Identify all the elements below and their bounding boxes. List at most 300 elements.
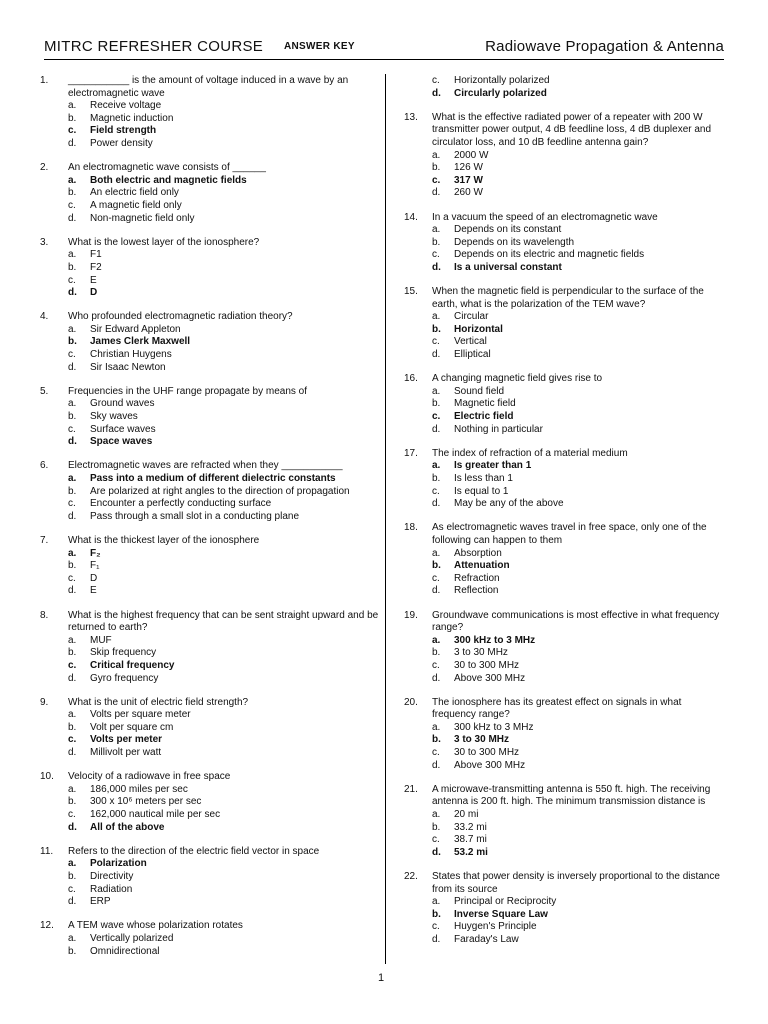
option-letter: d.	[432, 87, 441, 99]
answer-option-correct	[40, 175, 380, 188]
option-letter: d.	[432, 423, 441, 435]
answer-option-correct	[404, 88, 726, 101]
option-text: Electric field	[454, 411, 514, 423]
question-item	[404, 212, 726, 275]
option-text: Radiation	[90, 883, 133, 895]
option-letter: c.	[68, 199, 76, 211]
answer-option	[40, 871, 380, 884]
answer-option	[40, 200, 380, 213]
question-item	[404, 784, 726, 860]
option-text: Inverse Square Law	[454, 908, 548, 920]
option-text: James Clerk Maxwell	[90, 336, 191, 348]
option-text: Encounter a perfectly conducting surface	[90, 498, 272, 510]
answer-option	[40, 560, 380, 573]
option-text: 53.2 mi	[454, 846, 488, 858]
question-text: When the magnetic field is perpendicular to the surface of the earth, what is the polarization of the TEM wave?	[432, 286, 704, 310]
option-letter: b.	[432, 398, 441, 410]
option-letter: a.	[432, 460, 441, 472]
answer-option	[404, 896, 726, 909]
question-item	[40, 697, 380, 760]
option-text: Christian Huygens	[90, 349, 172, 361]
option-text: Sir Isaac Newton	[90, 361, 166, 373]
option-letter: c.	[68, 572, 76, 584]
question-item	[404, 112, 726, 200]
question-text: Groundwave communications is most effective in what frequency range?	[432, 609, 720, 634]
answer-option	[404, 486, 726, 499]
answer-option	[404, 386, 726, 399]
option-letter: c.	[68, 349, 76, 361]
option-letter: c.	[68, 125, 77, 137]
question-text: What is the thickest layer of the ionosphere	[68, 534, 260, 546]
answer-option-correct	[40, 125, 380, 138]
option-text: Above 300 MHz	[454, 759, 526, 771]
question-number: 6.	[40, 460, 49, 472]
option-text: 186,000 miles per sec	[90, 783, 188, 795]
answer-option	[404, 822, 726, 835]
option-letter: b.	[432, 734, 441, 746]
question-item	[404, 448, 726, 511]
question-stem	[404, 697, 726, 722]
option-letter: b.	[68, 187, 77, 199]
option-letter: c.	[432, 485, 440, 497]
option-text: D	[90, 287, 98, 299]
option-letter: a.	[432, 547, 441, 559]
answer-option	[40, 809, 380, 822]
question-number: 22.	[404, 871, 418, 882]
answer-option	[40, 796, 380, 809]
option-letter: b.	[68, 411, 77, 423]
option-text: Horizontal	[454, 323, 503, 335]
option-text: E	[90, 585, 97, 597]
answer-option	[40, 573, 380, 586]
option-text: Above 300 MHz	[454, 672, 526, 684]
option-text: Is equal to 1	[454, 485, 509, 497]
option-text: May be any of the above	[454, 498, 564, 510]
option-text: Volt per square cm	[90, 721, 174, 733]
option-text: Magnetic field	[454, 398, 516, 410]
answer-option	[40, 784, 380, 797]
question-stem	[404, 373, 726, 386]
option-text: Is a universal constant	[454, 261, 562, 273]
option-text: Gyro frequency	[90, 672, 159, 684]
option-letter: a.	[432, 896, 441, 908]
left-question-column	[40, 75, 380, 970]
option-text: Omnidirectional	[90, 945, 160, 957]
option-text: Non-magnetic field only	[90, 212, 195, 224]
question-stem	[404, 112, 726, 150]
answer-option	[40, 946, 380, 959]
answer-option	[40, 896, 380, 909]
option-text: 300 kHz to 3 MHz	[454, 634, 536, 646]
option-letter: c.	[432, 834, 440, 846]
option-letter: a.	[432, 721, 441, 733]
answer-option	[40, 249, 380, 262]
answer-option	[404, 573, 726, 586]
option-text: Both electric and magnetic fields	[90, 174, 247, 186]
option-text: 126 W	[454, 162, 483, 174]
option-letter: b.	[432, 323, 441, 335]
subject-title: Radiowave Propagation & Antenna	[485, 38, 724, 55]
question-number: 13.	[404, 111, 418, 123]
answer-option-correct	[40, 858, 380, 871]
question-number: 1.	[40, 75, 49, 86]
answer-option-correct	[40, 336, 380, 349]
option-letter: a.	[432, 634, 441, 646]
option-letter: d.	[432, 672, 441, 684]
question-item	[40, 386, 380, 449]
answer-option-correct	[404, 734, 726, 747]
question-text: Refers to the direction of the electric field vector in space	[68, 845, 320, 857]
option-letter: b.	[68, 336, 77, 348]
question-text: What is the lowest layer of the ionosphere?	[68, 236, 260, 248]
question-stem	[40, 846, 380, 859]
option-letter: a.	[68, 709, 77, 721]
answer-option	[40, 511, 380, 524]
option-text: Receive voltage	[90, 100, 162, 112]
answer-option	[40, 187, 380, 200]
option-letter: d.	[68, 896, 77, 908]
question-text: What is the highest frequency that can be sent straight upward and be returned to earth?	[68, 609, 379, 634]
option-text: Ground waves	[90, 398, 155, 410]
answer-option	[404, 809, 726, 822]
answer-option	[404, 398, 726, 411]
option-text: Skip frequency	[90, 647, 157, 659]
option-letter: d.	[432, 261, 441, 273]
option-letter: c.	[432, 747, 440, 759]
answer-option	[404, 647, 726, 660]
question-item	[404, 522, 726, 598]
answer-option-correct	[404, 460, 726, 473]
option-text: F₁	[90, 560, 100, 572]
answer-option	[404, 747, 726, 760]
question-text: A TEM wave whose polarization rotates	[68, 920, 243, 932]
answer-option-correct	[404, 635, 726, 648]
option-text: 2000 W	[454, 149, 489, 161]
option-text: Faraday's Law	[454, 933, 519, 945]
question-stem	[404, 448, 726, 461]
option-letter: b.	[68, 560, 77, 572]
option-text: Critical frequency	[90, 659, 175, 671]
question-stem	[404, 522, 726, 547]
option-letter: b.	[432, 236, 441, 248]
option-text: MUF	[90, 634, 112, 646]
option-letter: a.	[68, 932, 77, 944]
option-text: Vertical	[454, 336, 487, 348]
option-text: Depends on its electric and magnetic fields	[454, 249, 645, 261]
option-letter: d.	[68, 137, 77, 149]
answer-option	[404, 336, 726, 349]
option-letter: a.	[68, 398, 77, 410]
option-text: Nothing in particular	[454, 423, 543, 435]
answer-option	[40, 747, 380, 760]
option-text: Depends on its constant	[454, 224, 562, 236]
option-letter: d.	[68, 287, 77, 299]
answer-option-correct	[404, 909, 726, 922]
answer-option	[404, 548, 726, 561]
question-number: 18.	[404, 522, 418, 534]
answer-option	[40, 585, 380, 598]
answer-option	[40, 324, 380, 337]
answer-option-correct	[404, 324, 726, 337]
question-number: 4.	[40, 311, 49, 323]
option-text: Pass into a medium of different dielectric constants	[90, 473, 336, 484]
option-letter: d.	[68, 747, 77, 759]
question-stem	[404, 784, 726, 809]
option-letter: c.	[432, 75, 440, 86]
option-text: Depends on its wavelength	[454, 236, 575, 248]
question-text: As electromagnetic waves travel in free space, only one of the following can happen to them	[432, 522, 707, 546]
option-letter: d.	[432, 349, 441, 361]
question-stem	[40, 311, 380, 324]
answer-option	[40, 213, 380, 226]
option-text: F1	[90, 249, 102, 261]
question-text: Velocity of a radiowave in free space	[68, 771, 231, 783]
option-text: All of the above	[90, 821, 165, 833]
question-item	[40, 771, 380, 834]
answer-option-correct	[40, 287, 380, 300]
question-number: 12.	[40, 920, 54, 932]
answer-option	[40, 113, 380, 126]
option-letter: c.	[68, 659, 77, 671]
answer-option	[404, 585, 726, 598]
option-text: 317 W	[454, 174, 483, 186]
answer-option	[40, 398, 380, 411]
answer-option	[404, 673, 726, 686]
option-letter: a.	[68, 783, 77, 795]
answer-option	[40, 635, 380, 648]
option-letter: a.	[432, 809, 441, 821]
option-text: 30 to 300 MHz	[454, 659, 520, 671]
question-item	[404, 610, 726, 686]
question-stem	[40, 697, 380, 710]
question-item	[404, 286, 726, 362]
option-text: 162,000 nautical mile per sec	[90, 809, 221, 821]
question-number: 5.	[40, 385, 49, 397]
option-text: Is greater than 1	[454, 460, 532, 472]
answer-option	[40, 362, 380, 375]
answer-key-label: ANSWER KEY	[284, 41, 355, 52]
question-stem	[40, 237, 380, 250]
option-letter: b.	[68, 112, 77, 124]
option-text: Is less than 1	[454, 473, 513, 484]
question-text: The index of refraction of a material medium	[432, 447, 628, 459]
question-stem	[40, 162, 380, 175]
option-letter: a.	[68, 858, 77, 870]
option-text: Power density	[90, 137, 153, 149]
option-text: Huygen's Principle	[454, 921, 537, 933]
question-number: 8.	[40, 609, 49, 621]
question-number: 3.	[40, 236, 49, 248]
option-letter: c.	[432, 249, 440, 261]
option-letter: b.	[68, 871, 77, 882]
option-letter: d.	[68, 361, 77, 373]
option-letter: b.	[432, 647, 441, 659]
answer-option	[404, 237, 726, 250]
question-stem	[40, 535, 380, 548]
answer-option	[40, 647, 380, 660]
option-text: ERP	[90, 896, 111, 908]
answer-option-correct	[404, 847, 726, 860]
option-letter: c.	[68, 809, 76, 821]
question-number: 11.	[40, 845, 54, 857]
option-letter: b.	[68, 945, 77, 957]
option-text: Reflection	[454, 585, 499, 597]
option-text: Field strength	[90, 125, 157, 137]
option-letter: d.	[68, 821, 77, 833]
question-number: 20.	[404, 696, 418, 708]
question-item	[40, 460, 380, 523]
option-text: 3 to 30 MHz	[454, 647, 508, 659]
option-text: Elliptical	[454, 349, 491, 361]
question-number: 9.	[40, 696, 49, 708]
header-rule	[44, 59, 724, 60]
question-text: ___________ is the amount of voltage induced in a wave by an electromagnetic wave	[68, 75, 349, 99]
option-text: Space waves	[90, 436, 153, 448]
option-text: Attenuation	[454, 560, 510, 572]
option-text: A magnetic field only	[90, 199, 182, 211]
option-text: F2	[90, 261, 102, 273]
answer-option	[404, 834, 726, 847]
answer-option	[404, 722, 726, 735]
question-text: A microwave-transmitting antenna is 550 ft. high. The receiving antenna is 200 ft. high. The minimum transmission distance is	[432, 783, 711, 808]
option-text: Circular	[454, 311, 489, 323]
question-item	[404, 697, 726, 773]
option-text: An electric field only	[90, 187, 179, 199]
option-letter: c.	[432, 411, 441, 423]
option-letter: a.	[68, 473, 77, 484]
option-letter: d.	[432, 933, 441, 945]
answer-option	[40, 722, 380, 735]
option-text: Sound field	[454, 385, 505, 397]
question-item	[40, 535, 380, 598]
question-item	[40, 75, 380, 151]
answer-option	[404, 760, 726, 773]
answer-option	[404, 162, 726, 175]
option-letter: a.	[432, 385, 441, 397]
question-stem	[40, 386, 380, 399]
option-letter: c.	[68, 423, 76, 435]
question-text: Who profounded electromagnetic radiation theory?	[68, 311, 293, 323]
answer-option	[40, 884, 380, 897]
question-text: In a vacuum the speed of an electromagnetic wave	[432, 211, 658, 223]
option-text: 300 x 10⁶ meters per sec	[90, 796, 202, 808]
option-text: 20 mi	[454, 809, 479, 821]
question-number: 21.	[404, 783, 418, 795]
option-letter: d.	[432, 585, 441, 597]
option-letter: c.	[432, 174, 441, 186]
answer-option-correct	[40, 436, 380, 449]
question-text: Electromagnetic waves are refracted when they ___________	[68, 460, 343, 472]
option-text: E	[90, 274, 97, 286]
question-number: 14.	[404, 211, 418, 223]
question-item	[40, 162, 380, 225]
option-letter: a.	[432, 224, 441, 236]
option-text: Horizontally polarized	[454, 75, 550, 86]
option-letter: b.	[68, 485, 77, 497]
answer-option-correct	[404, 175, 726, 188]
option-text: Surface waves	[90, 423, 156, 435]
option-letter: d.	[68, 585, 77, 597]
question-item	[404, 373, 726, 436]
answer-option	[404, 349, 726, 362]
answer-option-correct	[40, 660, 380, 673]
option-letter: d.	[432, 187, 441, 199]
column-divider	[385, 74, 386, 964]
question-number: 2.	[40, 162, 49, 174]
option-text: Pass through a small slot in a conducting plane	[90, 510, 300, 522]
question-item	[40, 311, 380, 374]
option-text: 3 to 30 MHz	[454, 734, 510, 746]
option-letter: b.	[68, 261, 77, 273]
answer-option-correct	[404, 262, 726, 275]
answer-option	[404, 934, 726, 947]
question-stem	[40, 610, 380, 635]
question-text: What is the unit of electric field strength?	[68, 696, 249, 708]
question-stem	[40, 460, 380, 473]
option-text: Principal or Reciprocity	[454, 896, 557, 908]
answer-option-correct	[40, 473, 380, 486]
option-letter: a.	[68, 174, 77, 186]
option-letter: b.	[68, 647, 77, 659]
question-item	[404, 75, 726, 100]
answer-option	[40, 673, 380, 686]
question-text: An electromagnetic wave consists of ______	[68, 162, 266, 174]
question-text: What is the effective radiated power of a repeater with 200 W transmitter power output, 4 dB feedline loss, 4 dB duplexer and circulator loss, and 10 dB feedline antenna gain?	[432, 111, 712, 148]
question-number: 16.	[404, 373, 418, 385]
option-letter: a.	[432, 311, 441, 323]
answer-option	[404, 249, 726, 262]
answer-option	[40, 709, 380, 722]
option-text: D	[90, 572, 98, 584]
option-letter: d.	[68, 212, 77, 224]
option-text: Directivity	[90, 871, 134, 882]
answer-option	[40, 349, 380, 362]
option-letter: c.	[432, 921, 440, 933]
option-letter: a.	[68, 323, 77, 335]
question-number: 19.	[404, 609, 418, 621]
option-text: Magnetic induction	[90, 112, 174, 124]
question-item	[40, 846, 380, 909]
option-text: 33.2 mi	[454, 821, 487, 833]
question-stem	[404, 871, 726, 896]
option-letter: b.	[68, 796, 77, 808]
option-letter: a.	[68, 547, 77, 559]
answer-option	[404, 224, 726, 237]
option-letter: b.	[432, 908, 441, 920]
question-number: 10.	[40, 771, 54, 783]
option-letter: c.	[68, 274, 76, 286]
answer-option	[40, 100, 380, 113]
option-letter: d.	[432, 498, 441, 510]
question-stem	[40, 920, 380, 933]
answer-option-correct	[404, 560, 726, 573]
answer-option-correct	[40, 548, 380, 561]
question-item	[40, 237, 380, 300]
option-letter: d.	[68, 436, 77, 448]
option-letter: a.	[68, 634, 77, 646]
option-text: Millivolt per watt	[90, 747, 162, 759]
option-letter: b.	[432, 560, 441, 572]
option-text: 260 W	[454, 187, 483, 199]
option-letter: d.	[432, 759, 441, 771]
answer-option	[40, 498, 380, 511]
question-stem	[404, 610, 726, 635]
option-letter: b.	[432, 821, 441, 833]
option-letter: c.	[432, 336, 440, 348]
option-letter: c.	[68, 883, 76, 895]
answer-option	[40, 275, 380, 288]
answer-option-correct	[40, 734, 380, 747]
